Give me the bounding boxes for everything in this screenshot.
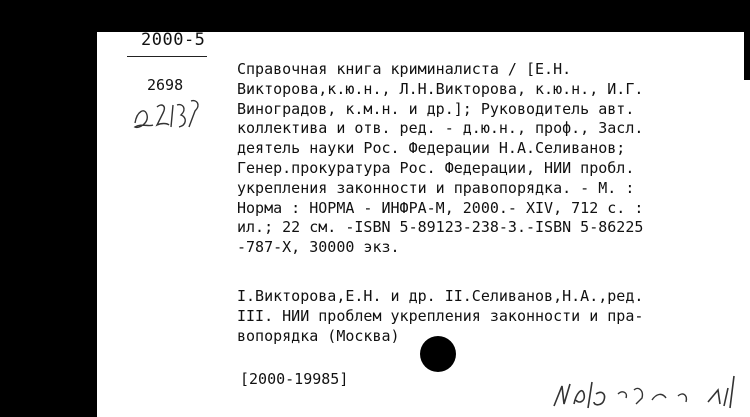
description-line: деятель науки Рос. Федерации Н.А.Селиванов; xyxy=(237,139,626,158)
description-line: Виноградов, к.м.н. и др.]; Руководитель авт. xyxy=(237,99,635,118)
tracing-line: I.Викторова,Е.Н. и др. II.Селиванов,Н.А.,ред. xyxy=(237,287,644,305)
description-line: -787-X, 30000 экз. xyxy=(237,238,400,257)
year-code: 2000-5 xyxy=(141,30,206,50)
description-line: ил.; 22 см. -ISBN 5-89123-238-3.-ISBN 5-86225 xyxy=(237,218,644,237)
scan-border-top xyxy=(0,0,750,32)
description-line: укрепления законности и правопорядка. - М. : xyxy=(237,178,635,197)
description-line: Справочная книга криминалиста / [Е.Н. xyxy=(237,60,572,78)
tracing-line: III. НИИ проблем укрепления законности и пра- xyxy=(237,306,644,325)
handwritten-note xyxy=(131,93,211,133)
divider-line xyxy=(127,56,207,57)
scan-border-right xyxy=(744,0,750,80)
registration-number: [2000-19985] xyxy=(240,370,349,388)
handwritten-scribble xyxy=(548,364,748,414)
ink-blot xyxy=(420,336,456,372)
description-line: Викторова,к.ю.н., Л.Н.Викторова, к.ю.н., И.Г. xyxy=(237,79,644,98)
call-number: 2698 xyxy=(147,76,184,94)
description-line: Генер.прокуратура Рос. Федерации, НИИ пробл. xyxy=(237,158,635,177)
description-block xyxy=(237,60,742,258)
description-line: Норма : НОРМА - ИНФРА-М, 2000.- XIV, 712 с. : xyxy=(237,198,644,217)
tracings-block xyxy=(237,287,742,346)
tracing-line: вопорядка (Москва) xyxy=(237,326,400,345)
description-line: коллектива и отв. ред. - д.ю.н., проф., Засл. xyxy=(237,119,644,138)
scan-border-left xyxy=(0,0,97,417)
